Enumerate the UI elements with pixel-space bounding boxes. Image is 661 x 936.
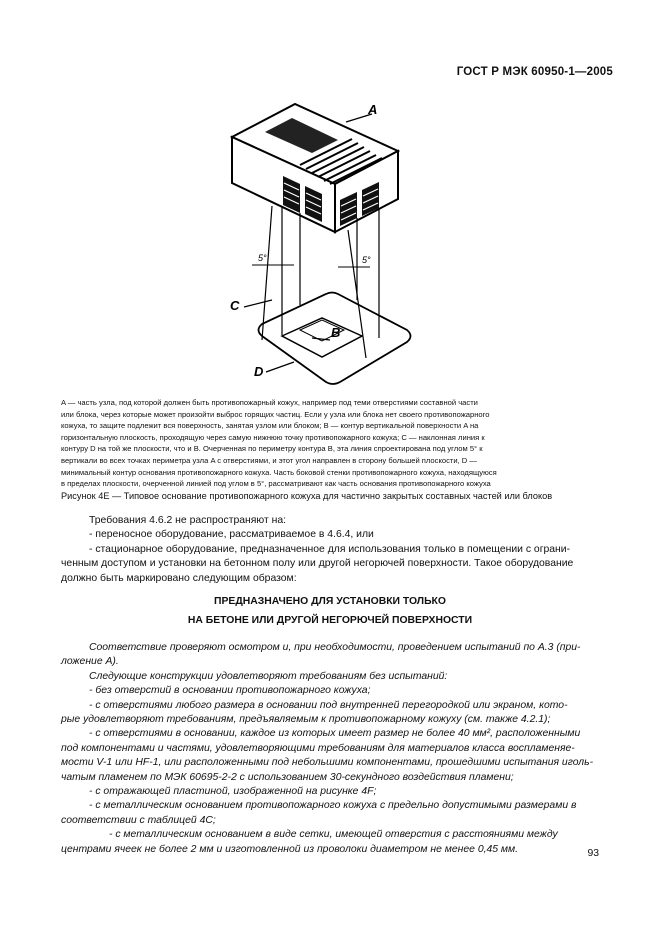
list-item: чатым пламенем по МЭК 60695-2-2 с использованием 30-секундного воздействия пламени; [61,771,514,783]
paragraph: Соответствие проверяют осмотром и, при необходимости, проведением испытаний по А.3 (при- [89,642,581,653]
list-item: - с отражающей пластиной, изображенной на рисунке 4F; [89,786,377,798]
marking-heading-line2: НА БЕТОНЕ ИЛИ ДРУГОЙ НЕГОРЮЧЕЙ ПОВЕРХНОСТИ [187,615,473,626]
caption-line: минимальный контур основания противопожарного кожуха. Часть боковой стенки противопожарного кожуха, находящуюся [61,467,497,477]
list-item: - с отверстиями любого размера в основании под внутренней перегородкой или экраном, кото- [89,699,568,711]
list-item: центрами ячеек не более 2 мм и изготовленной из проволоки диаметром не менее 0,45 мм. [61,843,519,855]
label-d: D [254,364,264,379]
list-item: - с отверстиями в основании, каждое из которых имеет размер не более 40 мм², расположенными [89,728,581,740]
angle-markers [252,265,370,267]
paragraph: Следующие конструкции удовлетворяют требованиям без испытаний: [89,670,448,682]
body-text [61,514,599,586]
angle-left-label: 5° [258,253,267,263]
caption-line: или блока, через которые может произойти выброс горящих частиц. Если у узла или блока нет своего противопожарного [61,409,490,419]
list-item: мости V-1 или HF-1, или расположенными под небольшими компонентами, прошедшими испытания иголь- [61,757,594,769]
caption-line: A — часть узла, под которой должен быть противопожарный кожух, например под теми отверстиями составной части [61,398,478,407]
list-item: рые удовлетворяют требованиям, предъявляемым к противопожарному кожуху (см. также 4.2.1); [61,714,551,726]
caption-line: контуру D на той же плоскости, что и B. Очерченная по периметру контура B, эта линия спроектирована под углом 5° к [61,444,483,454]
paragraph: - переносное оборудование, рассматриваемое в 4.6.4, или [89,529,374,541]
contour-b [282,318,362,357]
caption-line: кожуха, то защите подлежит вся поверхность, занятая узлом или блоком; B — контур вертикальной поверхности A на [61,421,479,431]
list-item: - с металлическим основанием противопожарного кожуха с предельно допустимыми размерами в [89,800,577,812]
label-d-leader [266,362,294,372]
paragraph: - стационарное оборудование, предназначенное для использования только в помещении с ограни- [89,543,571,555]
paragraph: должно быть маркировано следующим образом: [61,572,297,584]
list-item: под компонентами и частями, удовлетворяющими требованиям для материалов класса воспламеняе- [61,742,575,754]
paragraph: Требования 4.6.2 не распространяют на: [89,515,287,526]
label-b: B [331,325,341,340]
document-header: ГОСТ Р МЭК 60950-1—2005 [456,66,613,78]
compliance-text [61,641,599,857]
figure-caption [61,397,599,490]
caption-line: в пределах плоскости, очерченной линией под углом в 5°, рассматривают как часть основания противопожарного кожуха [61,479,491,489]
list-item: - с металлическим основанием в виде сетки, имеющей отверстия с расстояниями между [109,829,558,841]
label-a: A [368,102,378,117]
paragraph: ложение А). [61,656,119,668]
fire-enclosure-figure [0,0,661,400]
paragraph: ченным доступом и установки на бетонном полу или другой негорючей поверхности. Такое оборудование [61,558,574,570]
label-c: C [230,298,240,313]
list-item: соответствии с таблицей 4C; [61,814,216,826]
caption-line: вертикали во всех точках периметра узла A с отверстиями, и этот угол направлен в сторону большей плоскости, D — [61,455,477,465]
figure-title: Рисунок 4E — Типовое основание противопожарного кожуха для частично закрытых составных частей или блоков [61,491,553,501]
marking-heading-line1: ПРЕДНАЗНАЧЕНО ДЛЯ УСТАНОВКИ ТОЛЬКО [213,596,446,607]
label-c-leader [244,300,272,307]
angle-right-label: 5° [362,255,371,265]
page-number: 93 [587,848,599,859]
list-item: - без отверстий в основании противопожарного кожуха; [89,685,371,697]
caption-line: горизонтальную плоскость, проходящую через самую нижнюю точку противопожарного кожуха; C — наклонная линия к [61,432,485,442]
